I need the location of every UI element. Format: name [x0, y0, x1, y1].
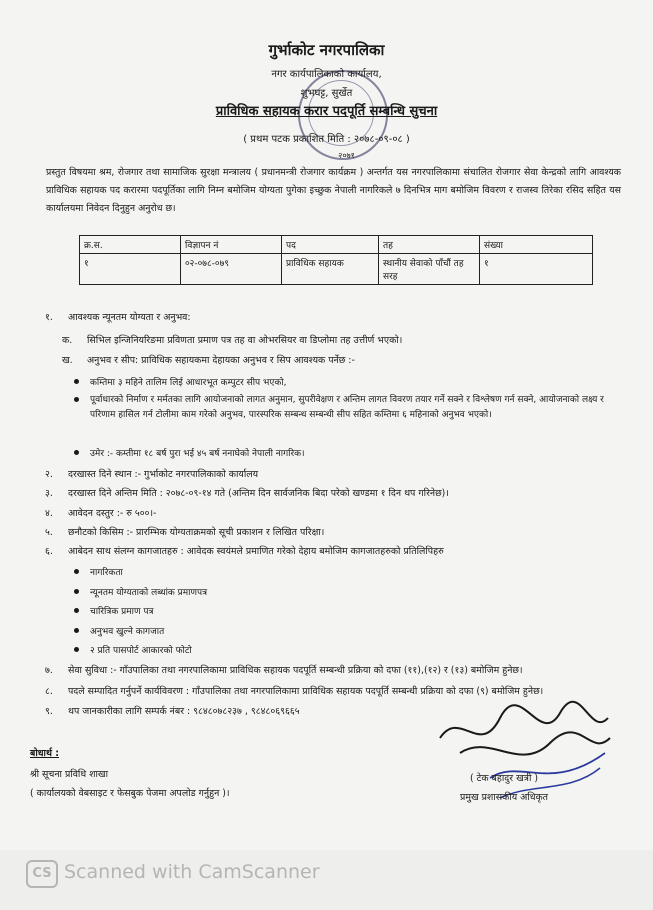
cell-count: १	[480, 254, 593, 285]
cell-post: प्राविधिक सहायक	[282, 254, 379, 285]
item-text: आवेदन दस्तुर :- रु ५००।-	[67, 508, 157, 519]
year-mark: २०७१	[338, 151, 355, 160]
item-number: ९.	[45, 706, 53, 717]
list-item-text: उमेर :- कम्तीमा १८ बर्ष पुरा भई ४५ बर्ष ननाघेको नेपाली नागरिक।	[90, 449, 305, 459]
bodartha-line2: ( कार्यालयको वेबसाइट र फेसबुक पेजमा अपलोड गर्नुहुन )।	[30, 788, 230, 799]
bullet-icon	[74, 628, 79, 633]
bullet-icon	[74, 379, 79, 384]
cell-level: स्थानीय सेवाको पाँचौं तह सरह	[379, 254, 480, 285]
col-level: तह	[379, 236, 480, 254]
bullet-icon	[74, 589, 79, 594]
item-4	[45, 506, 156, 519]
item-2	[45, 467, 258, 480]
item-number: ६.	[45, 546, 53, 557]
item-6	[45, 544, 444, 557]
list-item-text: चारित्रिक प्रमाण पत्र	[90, 607, 154, 617]
item-7	[45, 663, 523, 676]
cell-ad-no: ०२-०७८-०७९	[181, 254, 282, 285]
item-1b	[62, 353, 355, 366]
item-number: ८.	[45, 686, 53, 697]
item-text: आबेदन साथ संलग्न कागजातहरु : आवेदक स्वयंमले प्रमाणित गरेको देहाय बमोजिम कागजातहरुको प्रतिलिपिहरु	[67, 546, 444, 557]
item-number: क.	[62, 335, 73, 346]
col-sn: क्र.स.	[80, 236, 181, 254]
item-8	[45, 684, 543, 697]
cell-sn: १	[80, 254, 181, 285]
item-text: दरखास्त दिने अन्तिम मिति : २०७८-०९-१४ गते (अन्तिम दिन सार्वजनिक बिदा परेको खण्डमा १ दिन थप गरिनेछ)।	[67, 488, 449, 499]
item-text: सेवा सुविधा :- गाँउपालिका तथा नगरपालिकामा प्राविधिक सहायक पदपूर्ति सम्बन्धी प्रक्रिया को दफा (११),(१२) र (१३) बमोजिम हुनेछ।	[67, 665, 523, 676]
vacancy-table	[79, 235, 593, 285]
col-ad-no: विज्ञापन नं	[181, 236, 282, 254]
bodartha-heading: बोधार्थ :	[30, 748, 59, 759]
notice-title: प्राविधिक सहायक करार पदपूर्ति सम्बन्धि सुचना	[215, 104, 438, 119]
col-post: पद	[282, 236, 379, 254]
list-item-text: नागरिकता	[90, 568, 123, 578]
bodartha-line1: श्री सूचना प्रविधि शाखा	[30, 769, 108, 780]
item-number: ७.	[45, 665, 53, 676]
bullet-icon	[74, 450, 79, 455]
list-item-text: अनुभव खुल्ने कागजात	[90, 627, 165, 637]
camscanner-watermark: Scanned with CamScanner	[64, 861, 320, 883]
office-sub: नगर कार्यपालिकाको कार्यालय,	[271, 69, 382, 80]
list-item-text: पूर्वाधारको निर्माण र मर्मतका लागि आयोजनाको लागत अनुमान, सुपरीवेक्षण र अन्तिम लागत विवरण तयार गर्ने सक्ने र विश्लेषण गर्न सक्ने, आयोजनाको लक्ष्य र परिणाम हासिल गर्न टोलीमा काम गरेको अनुभव, पारस्परिक सम्बन्ध सम्बन्धी सीप सहित कम्तिमा ६ महिनाको अनुभव भएको।	[90, 395, 604, 420]
item-text: छनौटको किसिम :- प्रारम्भिक योग्यताक्रमको सूची प्रकाशन र लिखित परिक्षा।	[67, 527, 325, 538]
item-text: सिभिल इन्जिनियरिङमा प्रविणता प्रमाण पत्र तह वा ओभरसियर वा डिप्लोमा तह उत्तीर्ण भएको।	[86, 335, 403, 346]
item-1	[45, 310, 191, 323]
signatory-name: ( टेक बहादुर खत्री )	[470, 773, 539, 784]
item-text: अनुभव र सीप: प्राविधिक सहायकमा देहायका अनुभव र सिप आवश्यक पर्नेछ :-	[86, 355, 355, 366]
item-number: १.	[45, 312, 53, 323]
item-number: ५.	[45, 527, 53, 538]
item-number: ३.	[45, 488, 53, 499]
item-text: पदले सम्पादित गर्नुपर्ने कार्यविवरण : गाँउपालिका तथा नगरपालिकामा प्राविधिक सहायक पदपूर्ति सम्बन्धी प्रक्रिया को दफा (९) बमोजिम हुनेछ।	[67, 686, 544, 697]
col-count: संख्या	[480, 236, 593, 254]
camscanner-logo: CS	[26, 860, 58, 888]
table-row	[80, 254, 593, 285]
item-number: ख.	[62, 355, 73, 366]
item-3	[45, 486, 449, 499]
bullet-icon	[74, 647, 79, 652]
list-item-text: २ प्रति पासपोर्ट आकारको फोटो	[90, 646, 192, 656]
publish-date: ( प्रथम पटक प्रकाशित मिति : २०७८-०९-०८ )	[243, 134, 410, 145]
item-5	[45, 525, 324, 538]
office-location: शुभघट्ट, सुर्खेत	[300, 88, 353, 99]
list-item-text: कम्तिमा ३ महिने तालिम लिई आधारभूत कम्पुटर सीप भएको,	[90, 378, 287, 388]
bullet-icon	[74, 608, 79, 613]
item-9	[45, 704, 300, 717]
table-header-row	[80, 236, 593, 254]
bullet-icon	[74, 397, 79, 402]
item-number: ४.	[45, 508, 53, 519]
intro-paragraph: प्रस्तुत विषयमा श्रम, रोजगार तथा सामाजिक सुरक्षा मन्त्रालय ( प्रधानमन्त्री रोजगार कार्यक्रम ) अन्तर्गत यस नगरपालिकामा संचालित रोजगार सेवा केन्द्रको लागि आवश्यक प्राविधिक सहायक पद करारमा पदपूर्तिका लागि निम्न बमोजिम योग्यता पुगेका इच्छुक नेपाली नागरिकले ७ दिनभित्र माग बमोजिम विवरण र राजस्व तिरेका रसिद सहित यस कार्यालयमा निवेदन दिनुहुन अनुरोध छ।	[46, 167, 621, 214]
bullet-icon	[74, 569, 79, 574]
item-1a	[62, 333, 402, 346]
list-item-text: न्यूनतम योग्यताको लब्धांक प्रमाणपत्र	[90, 588, 208, 598]
item-number: २.	[45, 469, 53, 480]
item-text: थप जानकारीका लागि सम्पर्क नंबर : ९८४८०७८२३७ , ९८४८०६९६६५	[67, 706, 300, 717]
office-name: गुर्भाकोट नगरपालिका	[268, 41, 385, 59]
signatory-title: प्रमुख प्रशासकीय अधिकृत	[460, 792, 549, 803]
item-text: आवश्यक न्यूनतम योग्यता र अनुभव:	[67, 312, 191, 323]
item-text: दरखास्त दिने स्थान :- गुर्भाकोट नगरपालिकाको कार्यालय	[67, 469, 259, 480]
